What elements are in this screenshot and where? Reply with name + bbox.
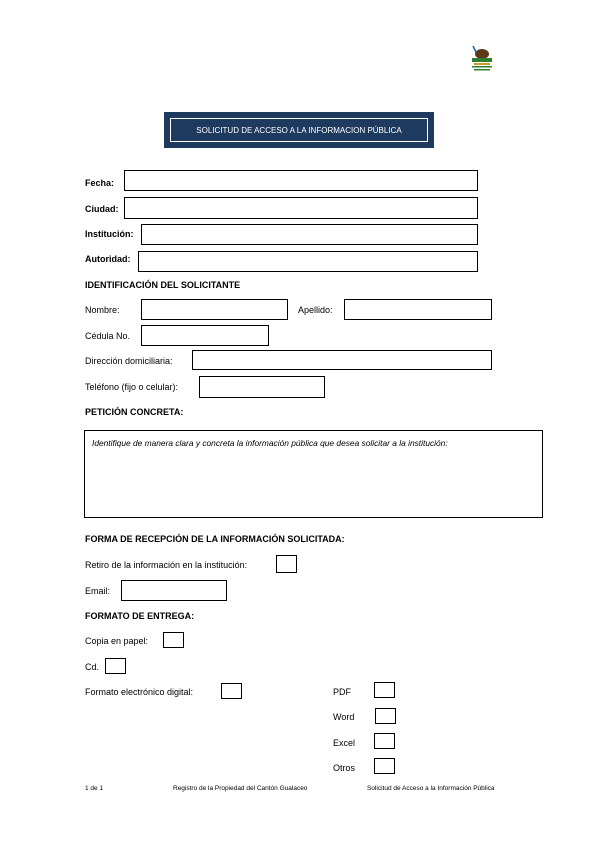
electronico-checkbox[interactable] — [221, 683, 242, 699]
otros-checkbox[interactable] — [374, 758, 395, 774]
copia-label: Copia en papel: — [85, 636, 149, 646]
institucion-field[interactable] — [141, 224, 478, 245]
nombre-label: Nombre: — [85, 305, 120, 315]
form-title: SOLICITUD DE ACCESO A LA INFORMACION PÚBLICA — [170, 118, 428, 142]
recepcion-heading: FORMA DE RECEPCIÓN DE LA INFORMACIÓN SOLICITADA: — [85, 534, 345, 544]
telefono-label: Teléfono (fijo o celular): — [85, 382, 179, 392]
telefono-field[interactable] — [199, 376, 325, 398]
excel-label: Excel — [333, 738, 356, 748]
nombre-field[interactable] — [141, 299, 288, 320]
apellido-label: Apellido: — [298, 305, 333, 315]
fecha-label: Fecha: — [85, 178, 115, 188]
form-title-banner — [164, 112, 434, 148]
pdf-checkbox[interactable] — [374, 682, 395, 698]
cedula-field[interactable] — [141, 325, 269, 346]
autoridad-field[interactable] — [138, 251, 478, 272]
pdf-label: PDF — [333, 687, 351, 697]
electronico-label: Formato electrónico digital: — [85, 687, 194, 697]
ciudad-label: Ciudad: — [85, 204, 119, 214]
autoridad-label: Autoridad: — [85, 254, 131, 264]
peticion-heading: PETICIÓN CONCRETA: — [85, 407, 184, 417]
word-label: Word — [333, 712, 355, 722]
institucion-label: Institución: — [85, 229, 134, 239]
cedula-label: Cédula No. — [85, 331, 131, 341]
institution-logo — [464, 42, 500, 78]
email-field[interactable] — [121, 580, 227, 601]
footer-right: Solicitud de Acceso a la Información Pública — [367, 785, 495, 792]
copia-checkbox[interactable] — [163, 632, 184, 648]
retiro-label: Retiro de la información en la institución: — [85, 560, 248, 570]
direccion-label: Dirección domiciliaria: — [85, 356, 173, 366]
ciudad-field[interactable] — [124, 197, 478, 219]
peticion-hint: Identifique de manera clara y concreta la información pública que desea solicitar a la institución: — [92, 438, 448, 448]
footer-center: Registro de la Propiedad del Cantón Gualaceo — [173, 785, 308, 792]
apellido-field[interactable] — [344, 299, 492, 320]
word-checkbox[interactable] — [375, 708, 396, 724]
cd-checkbox[interactable] — [105, 658, 126, 674]
otros-label: Otros — [333, 763, 356, 773]
formato-heading: FORMATO DE ENTREGA: — [85, 611, 195, 621]
email-label: Email: — [85, 586, 111, 596]
cd-label: Cd. — [85, 662, 100, 672]
peticion-textarea[interactable] — [84, 430, 543, 518]
direccion-field[interactable] — [192, 350, 492, 370]
solicitante-heading: IDENTIFICACIÓN DEL SOLICITANTE — [85, 280, 241, 290]
retiro-checkbox[interactable] — [276, 555, 297, 573]
footer-page: 1 de 1 — [85, 785, 104, 792]
fecha-field[interactable] — [124, 170, 478, 191]
excel-checkbox[interactable] — [374, 733, 395, 749]
